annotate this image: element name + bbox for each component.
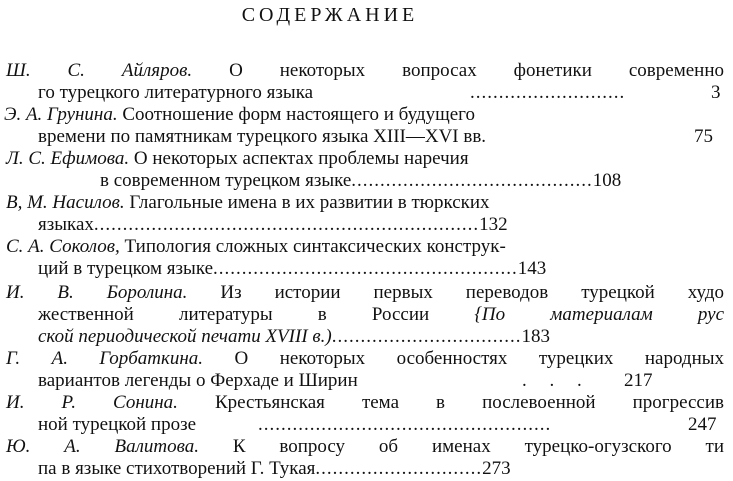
toc-entry-5-line-2 (38, 258, 546, 280)
toc-entry-5-line-1 (6, 236, 506, 258)
toc-entry-6-leader: ................................. (331, 326, 522, 347)
toc-entry-6-italic-2: {По материалам рус (474, 304, 724, 325)
toc-entry-9-author: Ю. А. Валитова. (6, 436, 199, 457)
toc-entry-6-page: 183 (521, 326, 550, 347)
toc-entry-7-title-1: О некоторых особенностях турецких народных (234, 348, 725, 369)
toc-entry-7-title-2: вариантов легенды о Ферхаде и Ширин (38, 370, 358, 391)
toc-entry-8-title-2: ной турецкой прозе (38, 414, 197, 435)
toc-entry-9-page: 273 (482, 458, 511, 479)
toc-entry-1-title-2: го турецкого литературного языка (38, 82, 314, 103)
toc-entry-1-leader: ........................... (470, 82, 626, 103)
toc-entry-1-page: 3 (711, 82, 721, 103)
toc-entry-3-title-2: в современном турецком языке (100, 170, 352, 191)
toc-entry-4-title-1: Глагольные имена в их развитии в тюркских (129, 192, 490, 213)
toc-entry-1-author: Ш. С. Айляров. (6, 60, 193, 81)
toc-entry-5-title-2: ций в турецком языке (38, 258, 214, 279)
toc-entry-8-leader: ................................................... (258, 414, 552, 435)
toc-entry-3-page: 108 (592, 170, 622, 191)
toc-entry-5-page: 143 (517, 258, 547, 279)
toc-entry-2-title-1: Соотношение форм настоящего и будущего (122, 104, 475, 125)
toc-entry-1-title-1: О некоторых вопросах фонетики современно (229, 60, 724, 81)
toc-entry-6-line-3 (38, 326, 550, 348)
toc-entry-6-line-2 (38, 304, 724, 326)
page-title: СОДЕРЖАНИЕ (241, 4, 419, 26)
toc-entry-5-leader: ..................................................... (213, 258, 518, 279)
toc-entry-9-title-2: па в языке стихотворений Г. Тукая (38, 458, 316, 479)
toc-entry-7-page: 217 (624, 370, 653, 391)
toc-entry-2-title-2: времени по памятникам турецкого языка XIII—XVI вв. (38, 126, 487, 147)
toc-entry-4-leader: ................................................................... (93, 214, 480, 235)
toc-entry-3-line-1 (6, 148, 469, 170)
toc-entry-1-line-2 (38, 82, 313, 104)
toc-entry-3-author: Л. С. Ефимова. (6, 148, 130, 169)
toc-entry-2-page: 75 (694, 126, 713, 147)
toc-entry-6-line-1 (6, 282, 724, 304)
toc-entry-6-title-2: жественной литературы в России (38, 304, 430, 325)
toc-entry-8-page: 247 (688, 414, 717, 435)
toc-entry-4-line-2 (38, 214, 508, 236)
toc-entry-9-line-2 (38, 458, 511, 480)
toc-entry-6-title-3: ской периодической печати XVIII в.) (38, 326, 332, 347)
toc-entry-8-author: И. Р. Сонина. (6, 392, 178, 413)
toc-entry-3-leader: .......................................... (351, 170, 593, 191)
toc-entry-8-title-1: Крестьянская тема в послевоенной прогрессив (214, 392, 724, 413)
toc-entry-3-line-2 (100, 170, 621, 192)
toc-entry-4-page: 132 (479, 214, 508, 235)
toc-entry-7-line-2 (38, 370, 358, 392)
toc-entry-7-leader: . . . (522, 370, 582, 391)
toc-entry-7-author: Г. А. Горбаткина. (6, 348, 204, 369)
toc-entry-1-line-1 (6, 60, 724, 82)
toc-entry-2-author: Э. А. Грунина. (4, 104, 118, 125)
toc-entry-4-title-2: языках (38, 214, 94, 235)
toc-entry-4-author: В, М. Насилов. (6, 192, 125, 213)
toc-entry-9-line-1 (6, 436, 724, 458)
toc-entry-4-line-1 (6, 192, 490, 214)
toc-entry-2-line-1 (4, 104, 475, 126)
toc-entry-2-line-2 (38, 126, 486, 148)
toc-entry-5-author: С. А. Соколов, (6, 236, 120, 257)
toc-entry-8-line-1 (6, 392, 724, 414)
toc-entry-6-author: И. В. Боролина. (6, 282, 188, 303)
toc-entry-3-title-1: О некоторых аспектах проблемы наречия (133, 148, 469, 169)
toc-entry-5-title-1: Типология сложных синтаксических конструк- (124, 236, 506, 257)
toc-entry-6-title-1: Из истории первых переводов турецкой худо (220, 282, 725, 303)
toc-entry-9-leader: ............................. (315, 458, 483, 479)
toc-entry-7-line-1 (6, 348, 724, 370)
toc-entry-9-title-1: К вопросу об именах турецко-огузского ти (232, 436, 724, 457)
toc-entry-8-line-2 (38, 414, 196, 436)
